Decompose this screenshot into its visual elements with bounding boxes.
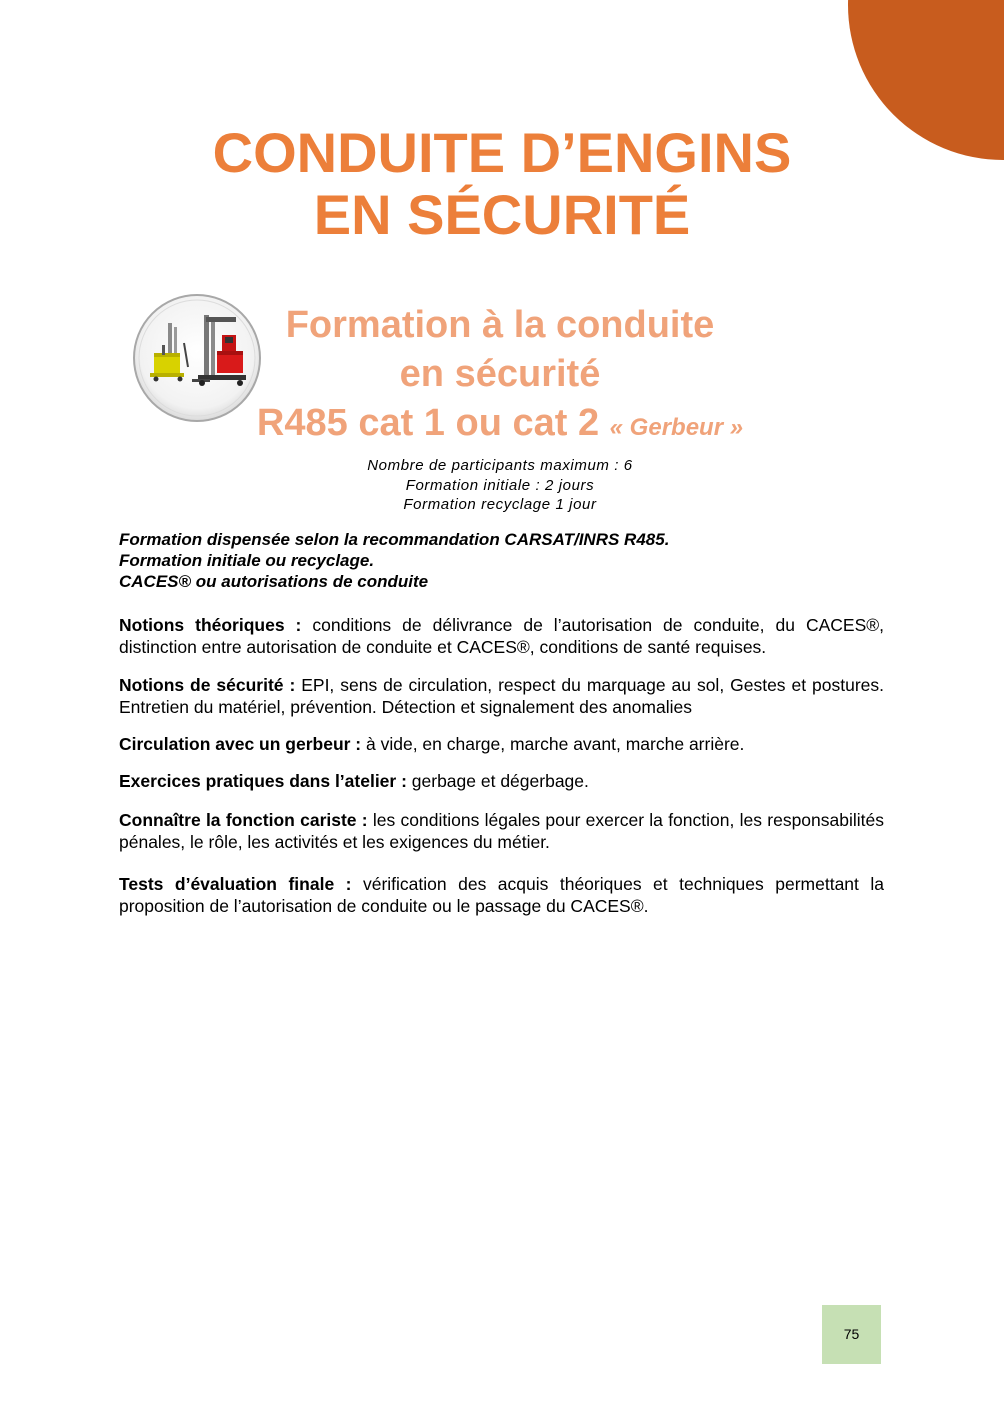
section-tests [119,874,884,917]
section-fonction-cariste [119,810,884,853]
section-text: gerbage et dégerbage. [406,771,589,791]
section-heading: Tests d’évaluation finale : [119,874,352,894]
intro-line-3: CACES® ou autorisations de conduite [119,572,429,591]
section-heading: Connaître la fonction cariste : [119,810,368,830]
course-title [200,301,800,452]
course-title-line-2: en sécurité [399,353,601,395]
section-text: les conditions légales pour exercer la fonction, les responsabilités pénales, le rôle, les activités et les exigences du métier. [119,810,884,852]
section-text: EPI, sens de circulation, respect du marquage au sol, Gestes et postures. Entretien du matériel, prévention. Détection et signalement des anomalies [119,675,884,717]
section-text: à vide, en charge, marche avant, marche arrière. [361,734,745,754]
page-title-line-1: CONDUITE D’ENGINS [212,121,792,184]
course-code: R485 cat 1 ou cat 2 [256,402,600,444]
section-heading: Notions de sécurité : [119,675,296,695]
course-details [250,456,750,515]
section-notions-theoriques [119,615,884,658]
course-title-line-1: Formation à la conduite [285,304,715,346]
section-exercices [119,771,884,793]
course-intro [119,529,889,592]
page-title [0,122,1004,246]
intro-line-2: Formation initiale ou recyclage. [119,551,375,570]
course-type: « Gerbeur » [609,414,744,441]
page-number: 75 [822,1305,881,1364]
course-title-line-3 [200,399,800,452]
section-heading: Circulation avec un gerbeur : [119,734,362,754]
section-heading: Notions théoriques : [119,615,302,635]
participants-info: Nombre de participants maximum : 6 [367,457,633,474]
initial-training-info: Formation initiale : 2 jours [405,476,595,494]
section-text: vérification des acquis théoriques et techniques permettant la proposition de l’autorisation de conduite ou le passage du CACES®. [119,874,885,916]
section-text: conditions de délivrance de l’autorisation de conduite, du CACES®, distinction entre autorisation de conduite et CACES®, conditions de santé requises. [119,615,885,657]
section-heading: Exercices pratiques dans l’atelier : [119,771,407,791]
page-title-line-2: EN SÉCURITÉ [313,183,691,246]
intro-line-1: Formation dispensée selon la recommandation CARSAT/INRS R485. [119,530,670,549]
section-notions-securite [119,675,884,718]
section-circulation [119,734,884,756]
refresher-training-info: Formation recyclage 1 jour [403,496,597,513]
